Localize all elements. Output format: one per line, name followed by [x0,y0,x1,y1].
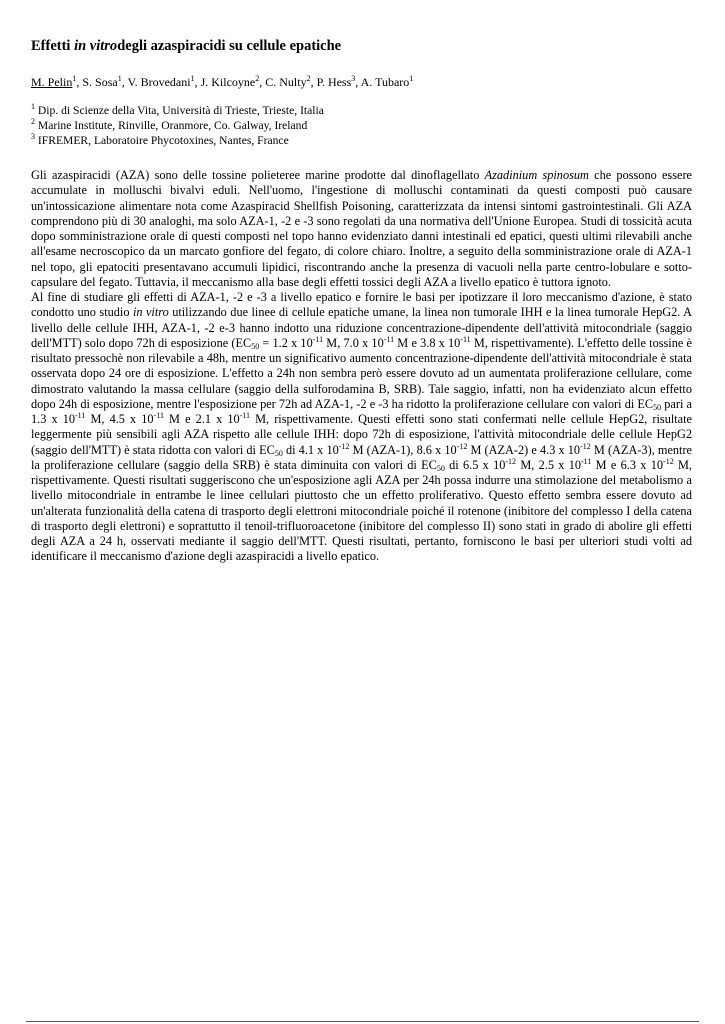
affiliation: $^2$ Marine Institute, Rinville, Oranmore, Co. Galway, Ireland [31,117,308,132]
author-name: A. Tubaro [360,75,410,89]
document-page [31,36,692,565]
paragraph-intro: Gli azaspiracidi (AZA) sono delle tossine polieteree marine prodotte dal dinoflagellato Azadinium spinosum che possono essere accumulate in molluschi bivalvi eduli. Nell'uomo, l'ingestione di molluschi contaminati da questi composti può causare un'intossicazione alimentare nota come Azaspiracid Shellfish Poisoning, caratterizzata da intensi sintomi gastrointestinali. Gli AZA comprendono più di 30 analoghi, ma solo AZA-1, -2 e -3 sono regolati da una normativa dell'Unione Europea. Studi di tossicità acuta dopo somministrazione orale di questi composti nel topo hanno evidenziato danni intestinali ed epatici, questi ultimi rilevabili anche all'esame necroscopico da un marcato gonfiore del fegato, di colore chiaro. Inoltre, a seguito della somministrazione orale di AZA-1 nel topo, gli epatociti presentavano accumuli lipidici, riscontrando anche la presenza di vacuoli nella parte centro-lobulare e sotto-capsulare del fegato. Tuttavia, il meccanismo alla base degli effetti tossici degli AZA a livello epatico è tuttora ignoto. [31,168,693,289]
footer-rule [26,1021,699,1022]
author-name: J. Kilcoyne [200,75,256,89]
paragraph-study: Al fine di studiare gli effetti di AZA-1, -2 e -3 a livello epatico e fornire le basi per ipotizzare il loro meccanismo d'azione, è stato condotto uno studio in vitro utilizzando due linee di cellule epatiche umane, la linea non tumorale IHH e la linea tumorale HepG2. A livello delle cellule IHH, AZA-1, -2 e-3 hanno indotto una riduzione concentrazione-dipendente dell'attività mitocondriale (saggio dell'MTT) solo dopo 72h di esposizione ($EC_{50} = 1.2$ x $10^{-11}$ M, 7.0 x $10^{-11}$ M e 3.8 x $10^{-11}$ M, rispettivamente). L'effetto delle tossine è risultato pressochè non rilevabile a 48h, mentre un significativo aumento concentrazione-dipendente dell'attività mitocondriale è stata osservata dopo 24 ore di esposizione. L'effetto a 24h non sembra però essere dovuto ad un aumentata proliferazione cellulare, come dimostrato valutando la massa cellulare (saggio della sulforodamina B, SRB). Tale saggio, infatti, non ha evidenziato alcun effetto dopo 24h di esposizione, mentre l'esposizione per 72h ad AZA-1, -2 e -3 ha ridotto la proliferazione cellulare con valori di $EC_{50}$ pari a 1.3 x $10^{-11}$ M, 4.5 x $10^{-11}$ M e 2.1 x $10^{-11}$ M, rispettivamente. Questi effetti sono stati confermati nelle cellule HepG2, risultate leggermente più sensibili agli AZA rispetto alle cellule IHH: dopo 72h di esposizione, l'attività mitocondriale delle cellule HepG2 (saggio dell'MTT) è stata ridotta con valori di $EC_{50}$ di 4.1 x $10^{-12}$ M (AZA-1), 8.6 x $10^{-12}$ M (AZA-2) e 4.3 x $10^{-12}$ M (AZA-3), mentre la proliferazione cellulare (saggio della SRB) è stata diminuita con valori di $EC_{50}$ di 6.5 x $10^{-12}$ M, 2.5 x $10^{-11}$ M e 6.3 x $10^{-12}$ M, rispettivamente. Questi risultati suggeriscono che un'esposizione agli AZA per 24h possa indurre una stimolazione del metabolismo a livello mitocondriale in entrambe le linee cellulari piuttosto che un effetto proliferativo. Questo effetto sembra essere dovuto ad un'alterata funzionalità della catena di trasporto degli elettroni mitocondriale poiché il rotenone (inibitore del complesso I della catena di trasporto degli elettroni) e soprattutto il tenoil-trifluoroacetone (inibitore del complesso II) sono stati in grado di abolire gli effetti degli AZA a 24 h, osservati mediante il saggio dell'MTT. Questi risultati, pertanto, forniscono le basi per ulteriori studi volti ad identificare il meccanismo d'azione degli azaspiracidi a livello epatico. [31,290,693,564]
affiliations [31,103,692,148]
author-name: V. Brovedani [127,75,191,89]
affiliation: $^3$ IFREMER, Laboratoire Phycotoxines, Nantes, France [31,132,289,147]
author-list: M. Pelin$^1$, S. Sosa$^1$, V. Brovedani$^1$, J. Kilcoyne$^2$, C. Nulty$^2$, P. Hess$^3$, A. Tubaro$^1$ [31,74,414,89]
author-name: C. Nulty [265,75,307,89]
author-name: M. Pelin [31,75,73,89]
abstract-body [31,168,692,565]
author-name: P. Hess [316,75,352,89]
paper-title: Effetti in vitrodegli azaspiracidi su cellule epatiche [31,38,342,54]
author-name: S. Sosa [82,75,118,89]
affiliation: $^1$ Dip. di Scienze della Vita, Università di Trieste, Trieste, Italia [31,102,324,117]
